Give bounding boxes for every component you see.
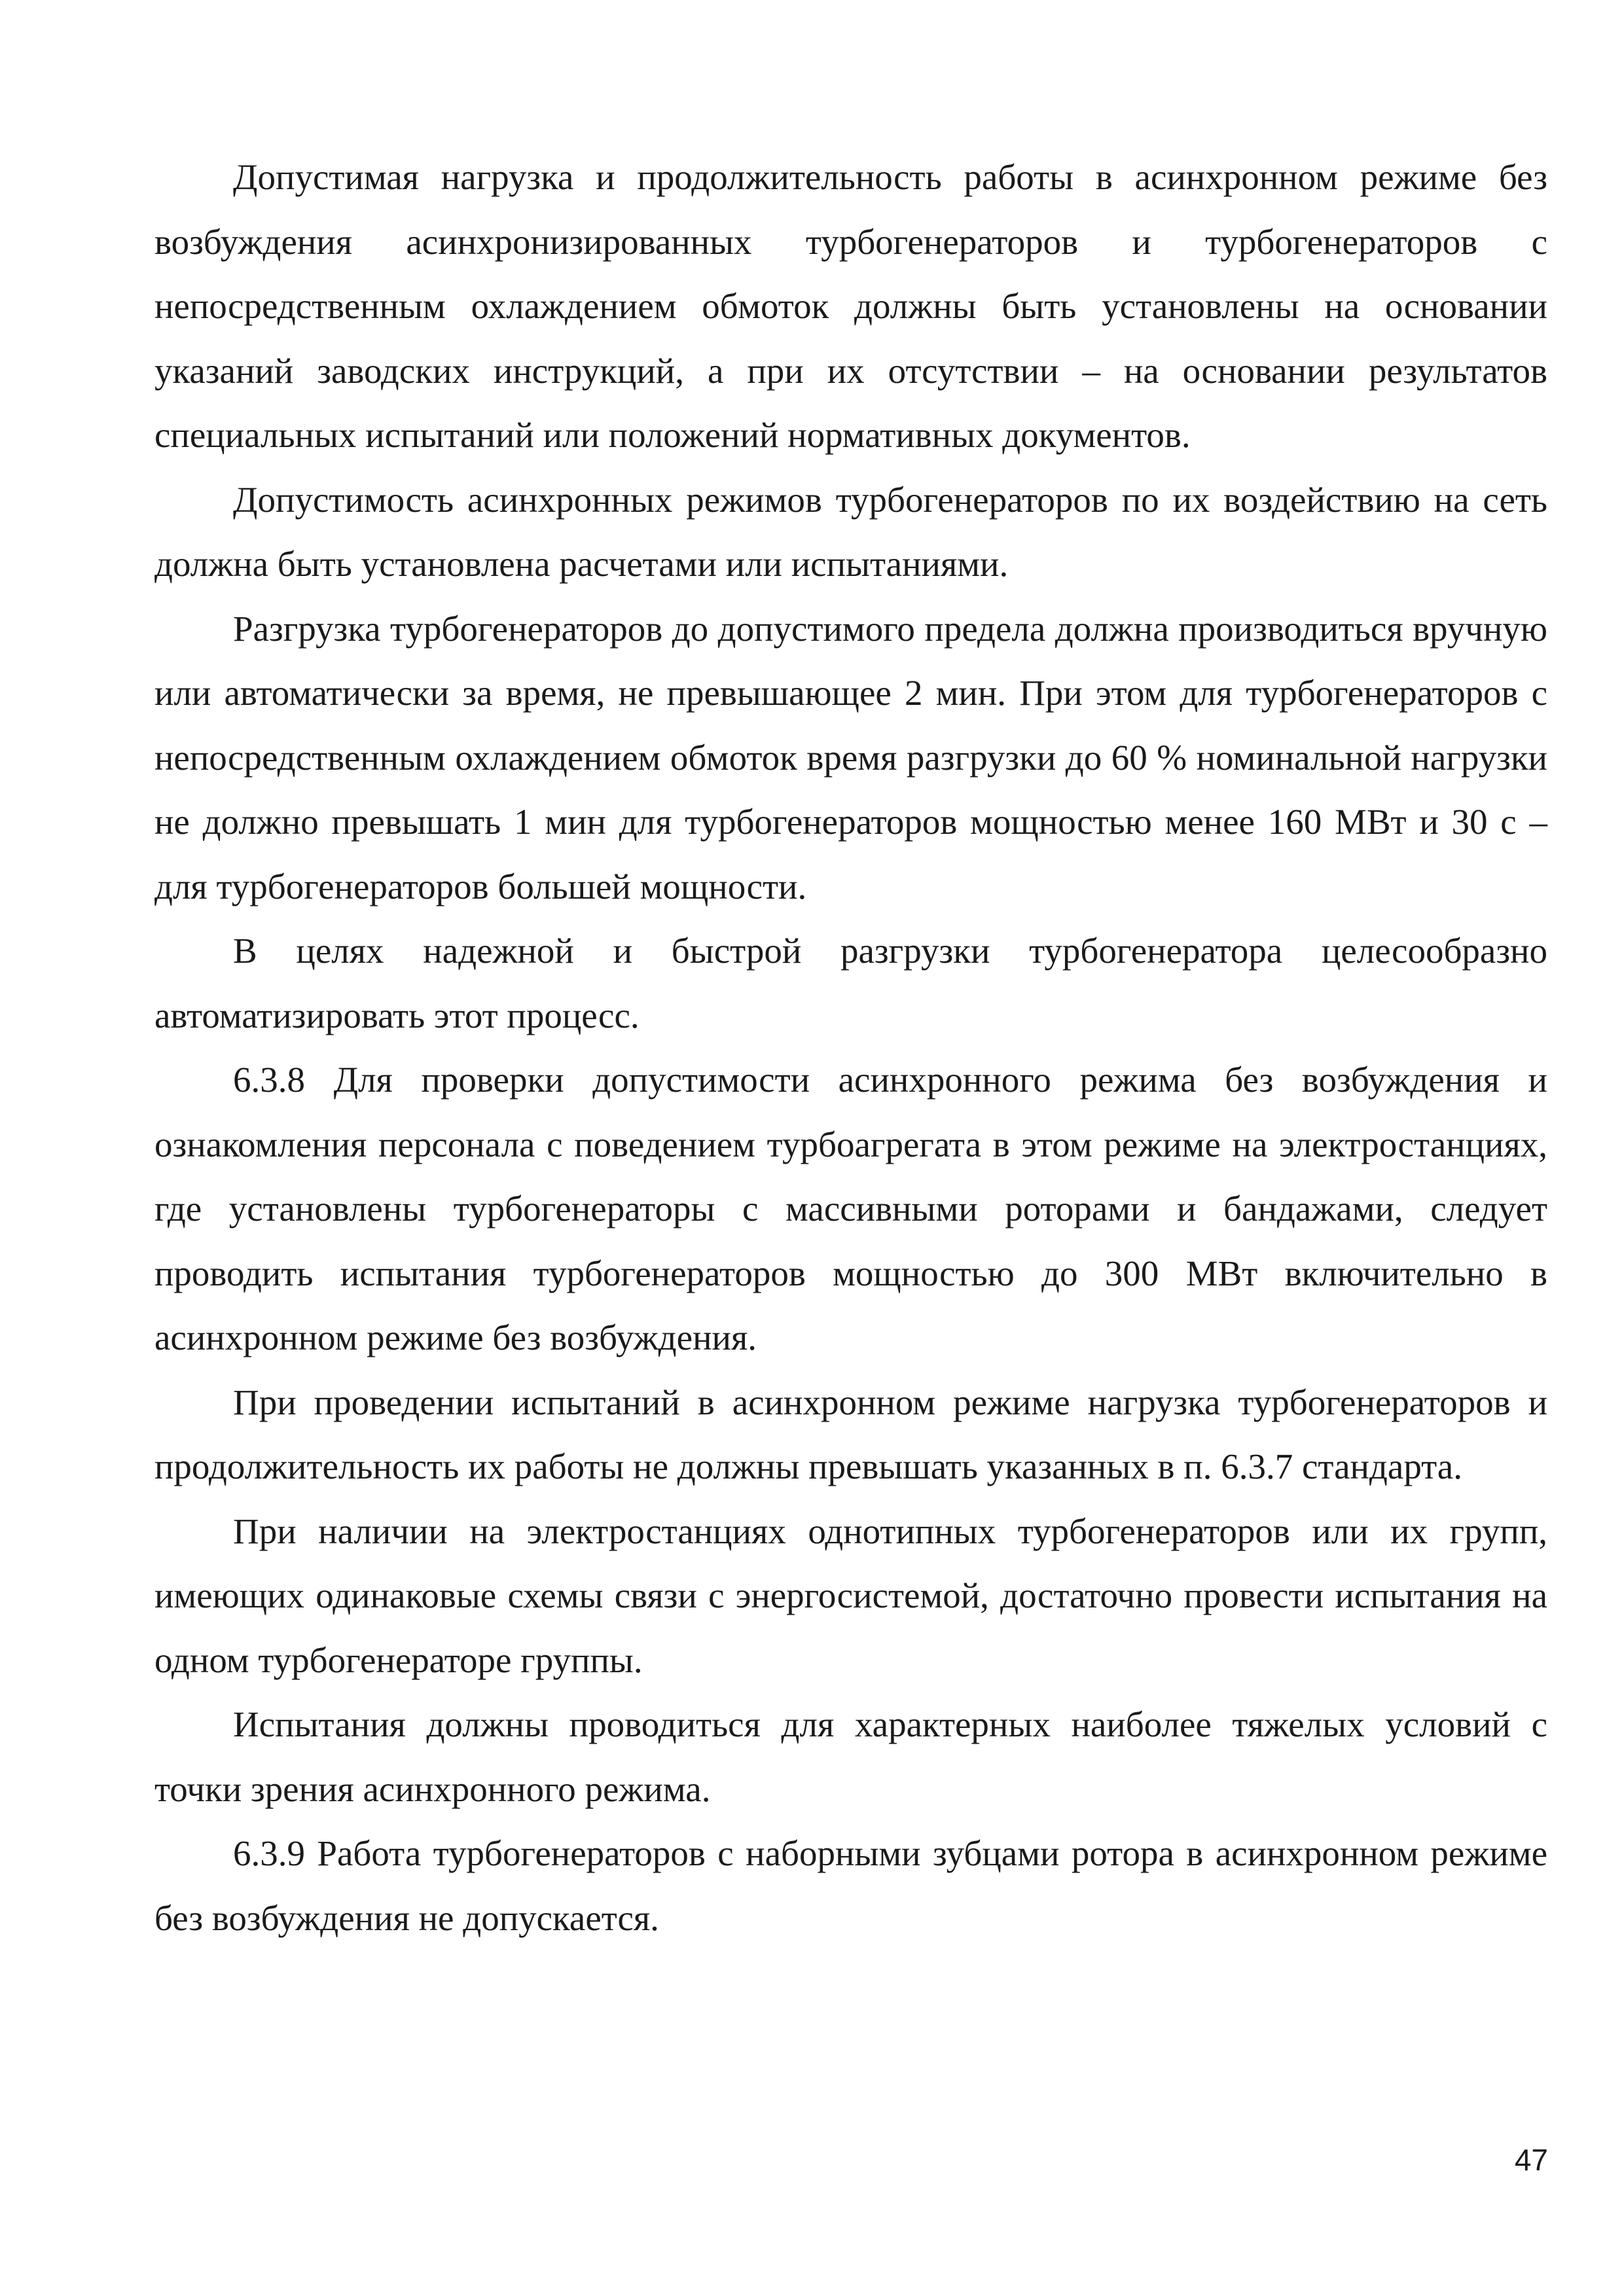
paragraph-unloading-time: Разгрузка турбогенераторов до допустимого предела должна производиться вручную или автоматически за время, не превышающее 2 мин. При этом для турбогенераторов с непосредственным охлаждением обмоток время разгрузки до 60 % номинальной нагрузки не должно превышать 1 мин для турбогенераторов мощностью менее 160 МВт и 30 с – для турбогенераторов большей мощности.	[154, 608, 1547, 906]
paragraph-automation: В целях надежной и быстрой разгрузки турбогенератора целесообразно автоматизировать этот процесс.	[154, 931, 1547, 1035]
paragraph-async-network-impact: Допустимость асинхронных режимов турбогенераторов по их воздействию на сеть должна быть установлена расчетами или испытаниями.	[154, 479, 1547, 584]
paragraph-test-limits: При проведении испытаний в асинхронном режиме нагрузка турбогенераторов и продолжительность их работы не должны превышать указанных в п. 6.3.7 стандарта.	[154, 1382, 1547, 1486]
paragraph-test-conditions: Испытания должны проводиться для характерных наиболее тяжелых условий с точки зрения асинхронного режима.	[154, 1704, 1547, 1809]
body-text	[154, 145, 1547, 1950]
page-number: 47	[1514, 2143, 1548, 2177]
paragraph-6-3-9: 6.3.9 Работа турбогенераторов с наборными зубцами ротора в асинхронном режиме без возбуждения не допускается.	[154, 1833, 1547, 1938]
paragraph-async-load-duration: Допустимая нагрузка и продолжительность работы в асинхронном режиме без возбуждения асинхронизированных турбогенераторов и турбогенераторов с непосредственным охлаждением обмоток должны быть установлены на основании указаний заводских инструкций, а при их отсутствии – на основании результатов специальных испытаний или положений нормативных документов.	[154, 157, 1547, 455]
paragraph-group-testing: При наличии на электростанциях однотипных турбогенераторов или их групп, имеющих одинаковые схемы связи с энергосистемой, достаточно провести испытания на одном турбогенераторе группы.	[154, 1511, 1547, 1680]
paragraph-6-3-8: 6.3.8 Для проверки допустимости асинхронного режима без возбуждения и ознакомления персонала с поведением турбоагрегата в этом режиме на электростанциях, где установлены турбогенераторы с массивными роторами и бандажами, следует проводить испытания турбогенераторов мощностью до 300 МВт включительно в асинхронном режиме без возбуждения.	[154, 1060, 1547, 1357]
